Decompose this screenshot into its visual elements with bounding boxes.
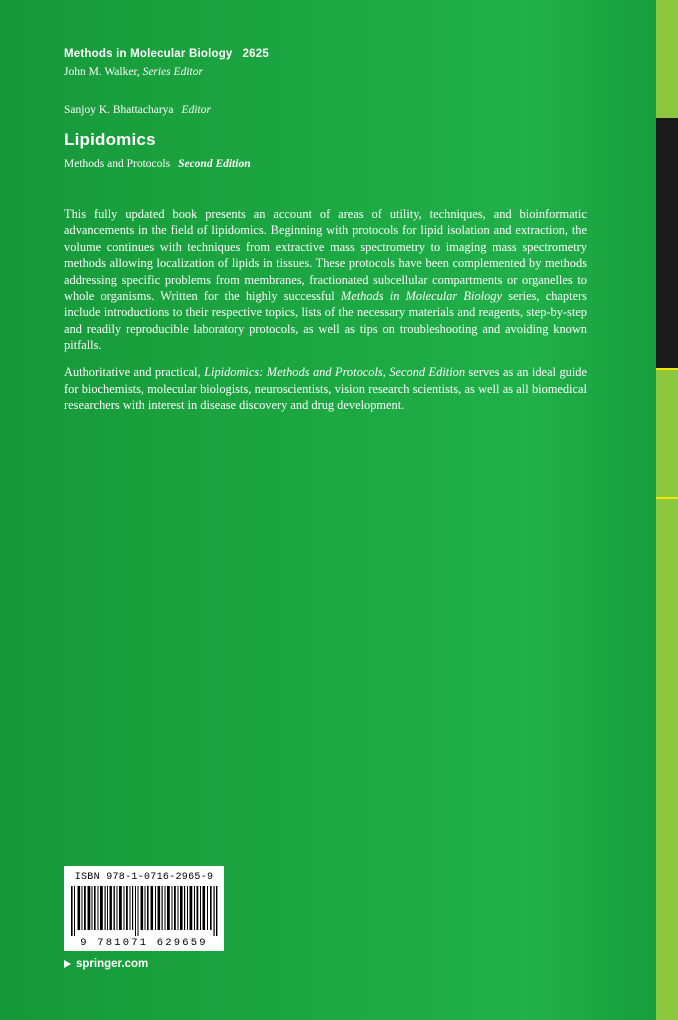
book-subtitle-line — [64, 158, 592, 170]
publisher-url[interactable] — [64, 958, 148, 970]
spine-black-block — [656, 118, 678, 368]
isbn-label: ISBN 978-1-0716-2965-9 — [74, 872, 214, 883]
series-editor-line — [64, 66, 592, 78]
series-editor-role: Series Editor — [142, 66, 203, 78]
book-edition: Second Edition — [178, 158, 251, 170]
book-title: Lipidomics — [64, 130, 156, 149]
blurb-p2-title-emphasis: Lipidomics: Methods and Protocols, Second Edition — [204, 365, 466, 380]
blurb-paragraph-1 — [64, 206, 587, 353]
barcode-bars-icon — [70, 886, 218, 936]
blurb-paragraph-2 — [64, 364, 587, 413]
play-triangle-icon — [64, 960, 71, 968]
volume-editor-name: Sanjoy K. Bhattacharya — [64, 104, 174, 116]
cover-text-block — [64, 0, 592, 425]
blurb-p1-series-emphasis: Methods in Molecular Biology — [340, 288, 502, 303]
volume-editor-role: Editor — [181, 104, 211, 116]
blurb-p2-part-a: Authoritative and practical, — [64, 365, 205, 380]
ean-digits: 9 781071 629659 — [80, 937, 208, 949]
series-volume: 2625 — [242, 48, 269, 60]
series-editor-name: John M. Walker, — [64, 66, 140, 78]
isbn-barcode — [64, 866, 224, 951]
series-line — [64, 48, 592, 60]
volume-editor-line — [64, 104, 592, 116]
publisher-url-label: springer.com — [76, 958, 149, 970]
back-cover-blurb — [64, 206, 587, 414]
blurb-p2-part-b: serves as an ideal guide for biochemists, molecular biologists, neuroscientists, vision research scientists, as well as all biomedical researchers with interest in disease discovery and drug development. — [64, 365, 588, 413]
series-name: Methods in Molecular Biology — [64, 48, 233, 60]
blurb-p1-part-b: series, chapters include introductions to their respective topics, lists of the necessary materials and reagents, step-by-step and readily reproducible laboratory protocols, as well as tips on troubleshooting and avoiding known pitfalls. — [64, 288, 587, 352]
spine-tick-upper — [656, 368, 678, 370]
spine-strip — [656, 0, 678, 1020]
spine-tick-lower — [656, 497, 678, 499]
book-subtitle: Methods and Protocols — [64, 158, 171, 170]
blurb-p1-part-a: This fully updated book presents an account of areas of utility, techniques, and bioinformatic advancements in the field of lipidomics. Beginning with protocols for lipid isolation and extraction, the volume continues with techniques from extractive mass spectrometry to imaging mass spectrometry methods allowing localization of lipids in tissues. These protocols have been complemented by methods addressing specific problems from membranes, fractionated subcellular compartments or organelles to whole organisms. Written for the highly successful — [64, 207, 587, 303]
